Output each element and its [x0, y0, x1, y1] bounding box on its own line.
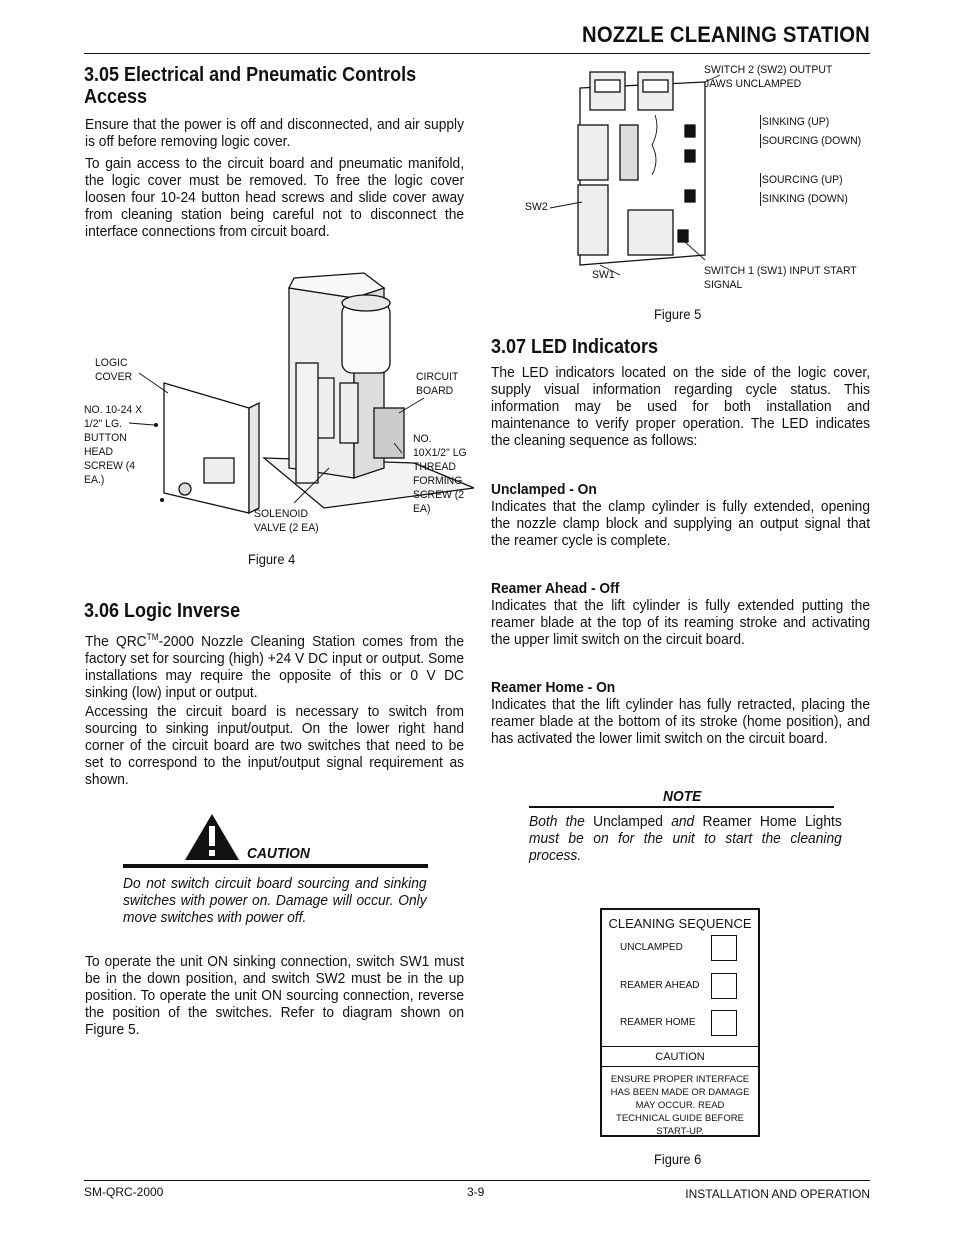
fig5-label-sw1-input: SWITCH 1 (SW1) INPUT START SIGNAL [704, 265, 857, 291]
page-header-title: NOZZLE CLEANING STATION [582, 22, 870, 47]
trademark-sup: TM [146, 632, 159, 642]
led-indicator-unclamped [711, 935, 737, 961]
qrc-rest-text: -2000 Nozzle Cleaning Station comes from the factory set for sourcing (high) +24 V DC input or output. Some installations may require the opposite of this or 0 V DC sinking (low) input or output. [85, 633, 465, 701]
section-305-paragraph-2: To gain access to the circuit board and pneumatic manifold, the logic cover must be removed. To free the logic cover loosen four 10-24 button head screws and slide cover away from cleaning station being careful not to disconnect the interface connections from circuit board. [85, 155, 465, 240]
fig5-label-sinking-down: SINKING (DOWN) [760, 192, 866, 206]
fig5-label-sw2-output: SWITCH 2 (SW2) OUTPUT JAWS UNCLAMPED [704, 64, 833, 90]
section-305-paragraph-1: Ensure that the power is off and disconnected, and air supply is off before removing logic cover. [85, 116, 465, 150]
fig4-label-logic-cover: LOGIC COVER [95, 357, 133, 383]
header-rule [84, 53, 870, 54]
fig4-label-thread-forming-screw: NO. 10X1/2" LG THREAD FORMING SCREW (2 EA) [413, 433, 467, 515]
led-item-text: Indicates that the lift cylinder is fully extended putting the reamer blade at the top of its reaming stroke and activating the upper limit switch on the circuit board. [491, 597, 871, 648]
fig5-label-sinking-up: SINKING (UP) [760, 115, 866, 129]
section-306-paragraph-1 [85, 629, 464, 701]
note-text [529, 813, 842, 864]
cleaning-sequence-panel [600, 908, 760, 1137]
sequence-row-label: REAMER AHEAD [620, 980, 700, 991]
footer-section-name: INSTALLATION AND OPERATION [685, 1187, 870, 1201]
led-item-title: Reamer Home - On [491, 679, 616, 696]
section-306-paragraph-3: To operate the unit ON sinking connection, switch SW1 must be in the down position, and switch SW2 must be in the up position. To operate the unit ON sourcing connection, reverse the position of the switches. Refer to diagram shown on Figure 5. [85, 953, 465, 1038]
sequence-row-label: UNCLAMPED [620, 942, 683, 953]
footer-rule [84, 1180, 870, 1181]
caution-label: CAUTION [247, 845, 310, 862]
section-305-heading: 3.05 Electrical and Pneumatic Controls Access [84, 64, 417, 108]
panel-divider [602, 1046, 758, 1047]
fig5-label-sw2: SW2 [525, 201, 548, 213]
led-item-text: Indicates that the lift cylinder has fully retracted, placing the reamer blade at the bottom of its stroke (home position), and has activated the lower limit switch on the circuit board. [491, 696, 871, 747]
fig5-label-sourcing-up: SOURCING (UP) [760, 173, 866, 187]
fig4-label-button-head-screw: NO. 10-24 X 1/2" LG. BUTTON HEAD SCREW (4 EA.) [84, 404, 143, 486]
led-indicator-reamer-ahead [711, 973, 737, 999]
note-text-1: Both the [529, 813, 585, 830]
panel-caution-text: ENSURE PROPER INTERFACE HAS BEEN MADE OR DAMAGE MAY OCCUR. READ TECHNICAL GUIDE BEFORE START-UP. [610, 1074, 750, 1137]
sequence-row-label: REAMER HOME [620, 1017, 696, 1028]
note-text-3: and [671, 813, 695, 830]
figure-5-circuit-board [520, 70, 750, 285]
panel-caution-label: CAUTION [655, 1051, 705, 1063]
fig5-label-sourcing-down: SOURCING (DOWN) [760, 134, 866, 148]
led-indicator-reamer-home [711, 1010, 737, 1036]
section-306-heading: 3.06 Logic Inverse [84, 600, 241, 622]
figure-5-caption: Figure 5 [654, 306, 702, 322]
warning-triangle-icon [183, 812, 241, 862]
note-rule [529, 806, 834, 808]
panel-divider [602, 1066, 758, 1067]
figure-4-caption: Figure 4 [248, 551, 296, 567]
footer-page-number: 3-9 [467, 1185, 485, 1199]
qrc-text: The QRC [85, 633, 147, 650]
led-item-text: Indicates that the clamp cylinder is fully extended, opening the nozzle clamp block and supplying an output signal that the reamer cycle is complete. [491, 498, 871, 549]
cleaning-sequence-title: CLEANING SEQUENCE [608, 916, 752, 931]
led-item-title: Reamer Ahead - Off [491, 580, 620, 597]
caution-rule [123, 864, 428, 868]
note-text-4: Reamer Home Lights [694, 813, 842, 830]
fig4-label-solenoid-valve: SOLENOID VALVE (2 EA) [254, 508, 319, 534]
figure-6-caption: Figure 6 [654, 1151, 702, 1167]
fig5-label-sw1: SW1 [592, 269, 615, 281]
led-item-title: Unclamped - On [491, 481, 597, 498]
footer-document-id: SM-QRC-2000 [84, 1185, 164, 1199]
section-307-intro: The LED indicators located on the side of the logic cover, supply visual information regarding cycle status. This information may be used for both installation and maintenance to verify proper operation. The LED indicates the cleaning sequence as follows: [491, 364, 871, 449]
note-label: NOTE [663, 788, 702, 805]
note-text-5: must be on for the unit to start the cleaning process. [529, 830, 842, 864]
note-text-2: Unclamped [584, 813, 672, 830]
caution-text: Do not switch circuit board sourcing and sinking switches with power on. Damage will occur. Only move switches with power off. [123, 875, 427, 926]
fig4-label-circuit-board: CIRCUIT BOARD [416, 371, 459, 397]
section-306-paragraph-2: Accessing the circuit board is necessary to switch from sourcing to sinking input/output. On the lower right hand corner of the circuit board are two switches that need to be set to correspond to the input/output signal requirement as shown. [85, 703, 465, 788]
section-307-heading: 3.07 LED Indicators [491, 336, 659, 358]
